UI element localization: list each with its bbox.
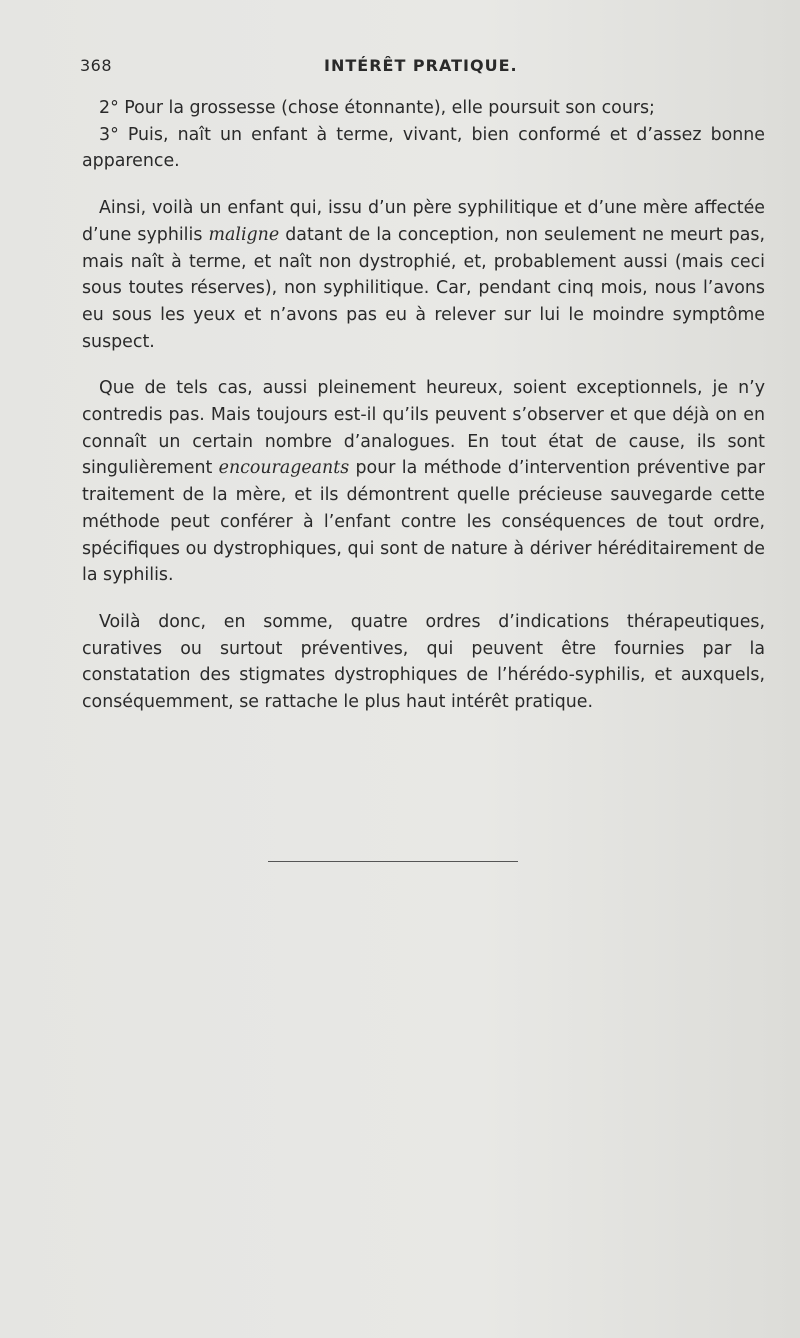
paragraph-3: Voilà donc, en somme, quatre ordres d’indications thérapeutiques, curatives ou surtout préventives, qui peuvent être fournies par la constatation des stigmates dystrophiques de l’hérédo-syphilis, et auxquels, conséquemment, se rattache le plus haut intérêt pratique. <box>82 611 765 713</box>
running-title: INTÉRÊT PRATIQUE. <box>324 56 518 75</box>
page-header <box>80 56 762 84</box>
paragraph-2-part-a: Que de tels cas, aussi pleinement heureux, soient exceptionnels, je n’y contredis pas. Mais toujours est-il qu’ils peuvent s’observer et que déjà on en connaît un certain nombre d’analogues. En tout état de cause, ils sont singulièrement <box>82 378 765 479</box>
paragraph-1-emphasis: maligne <box>208 224 280 245</box>
body-text <box>82 95 765 716</box>
paragraph-2-emphasis: encourageants <box>218 458 350 479</box>
paragraph-2-part-b: pour la méthode d’intervention préventive par traitement de la mère, et ils démontrent quelle précieuse sauvegarde cette méthode peut conférer à l’enfant contre les conséquences de tout ordre, spécifiques ou dystrophiques, qui sont de nature à dériver héréditairement de la syphilis. <box>82 458 765 586</box>
list-item-3: 3° Puis, naît un enfant à terme, vivant, bien conformé et d’assez bonne apparence. <box>82 124 765 172</box>
list-item-2: 2° Pour la grossesse (chose étonnante), elle poursuit son cours; <box>99 98 655 118</box>
end-rule <box>268 861 518 862</box>
paragraph-1-part-a: Ainsi, voilà un enfant qui, issu d’un père syphilitique et d’une mère affectée d’une syphilis <box>82 198 765 245</box>
page-number: 368 <box>80 56 113 75</box>
paragraph-1-part-b: datant de la conception, non seulement ne meurt pas, mais naît à terme, et naît non dystrophié, et, probablement aussi (mais ceci sous toutes réserves), non syphilitique. Car, pendant cinq mois, nous l’avons eu sous les yeux et n’avons pas eu à relever sur lui le moindre symptôme suspect. <box>82 224 765 352</box>
paragraph-1 <box>82 195 765 355</box>
paragraph-2 <box>82 375 765 589</box>
